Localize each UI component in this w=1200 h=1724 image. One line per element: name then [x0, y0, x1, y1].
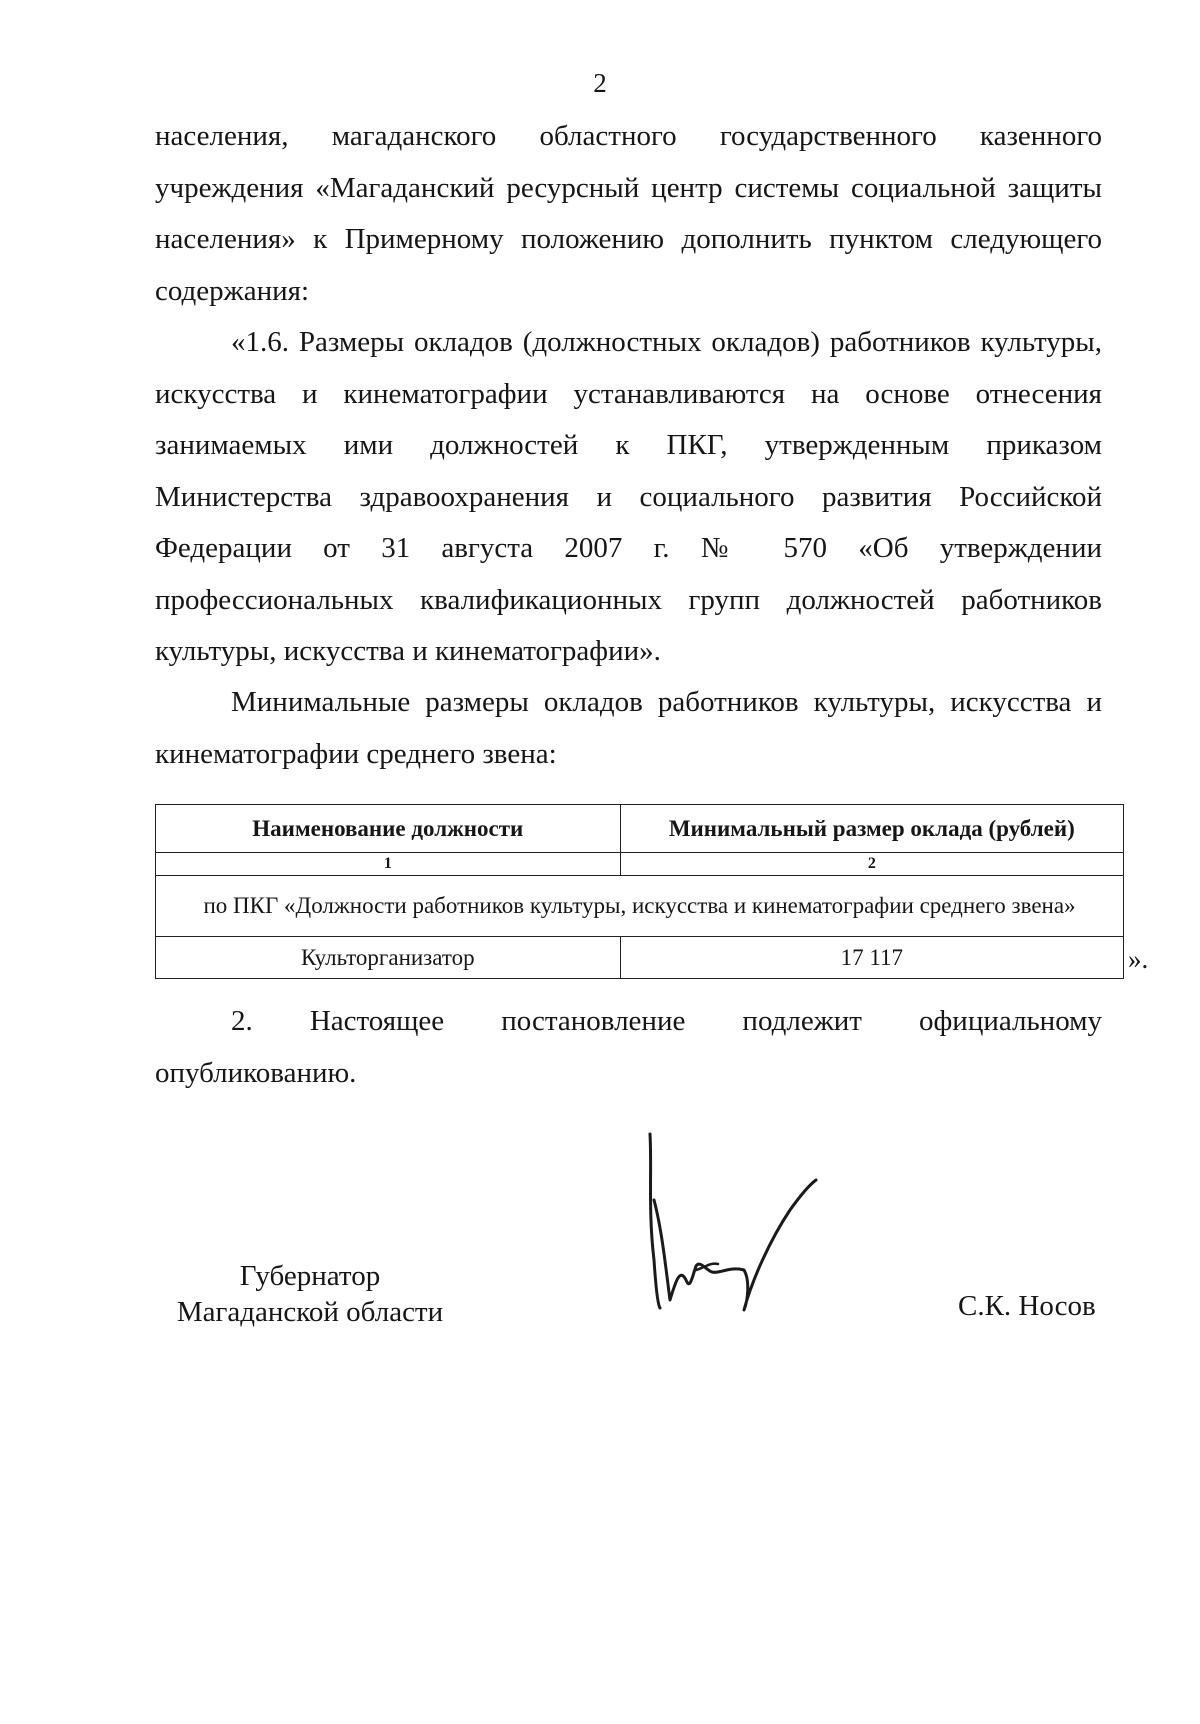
- salary-table: [155, 804, 1124, 979]
- table-group-title: по ПКГ «Должности работников культуры, искусства и кинематографии среднего звена»: [156, 876, 1124, 937]
- signatory-title: [160, 1258, 460, 1330]
- table-row: [156, 937, 1124, 979]
- paragraph-publication: 2. Настоящее постановление подлежит официальному опубликованию.: [155, 1005, 1102, 1089]
- table-header-salary: Минимальный размер оклада (рублей): [620, 805, 1123, 853]
- table-cell-salary: 17 117: [620, 937, 1123, 979]
- table-cell-position: Культорганизатор: [156, 937, 621, 979]
- signatory-name: С.К. Носов: [958, 1290, 1096, 1322]
- paragraph-clause-1-6: «1.6. Размеры окладов (должностных окладов) работников культуры, искусства и кинематографии устанавливаются на основе отнесения занимаемых ими должностей к ПКГ, утвержденным приказом Министерства здравоохранения и социального развития Российской Федерации от 31 августа 2007 г. № 570 «Об утверждении профессиональных квалификационных групп должностей работников культуры, искусства и кинематографии».: [155, 326, 1102, 667]
- table-header-row: [156, 805, 1124, 853]
- signatory-title-line2: Магаданской области: [176, 1296, 444, 1328]
- table-column-numbers-row: [156, 853, 1124, 876]
- table-header-position: Наименование должности: [156, 805, 621, 853]
- page-number: 2: [593, 68, 607, 98]
- signatory-title-line1: Губернатор: [239, 1260, 381, 1292]
- column-number: 2: [620, 853, 1123, 876]
- paragraph-min-salaries: Минимальные размеры окладов работников культуры, искусства и кинематографии среднего звена:: [155, 686, 1102, 770]
- paragraph-intro: населения, магаданского областного государственного казенного учреждения «Магаданский ресурсный центр системы социальной защиты населения» к Примерному положению дополнить пунктом следующего содержания:: [155, 120, 1102, 307]
- closing-quote: ».: [1128, 944, 1149, 974]
- column-number: 1: [156, 853, 621, 876]
- table-group-row: [156, 876, 1124, 937]
- handwritten-signature: [640, 1130, 860, 1350]
